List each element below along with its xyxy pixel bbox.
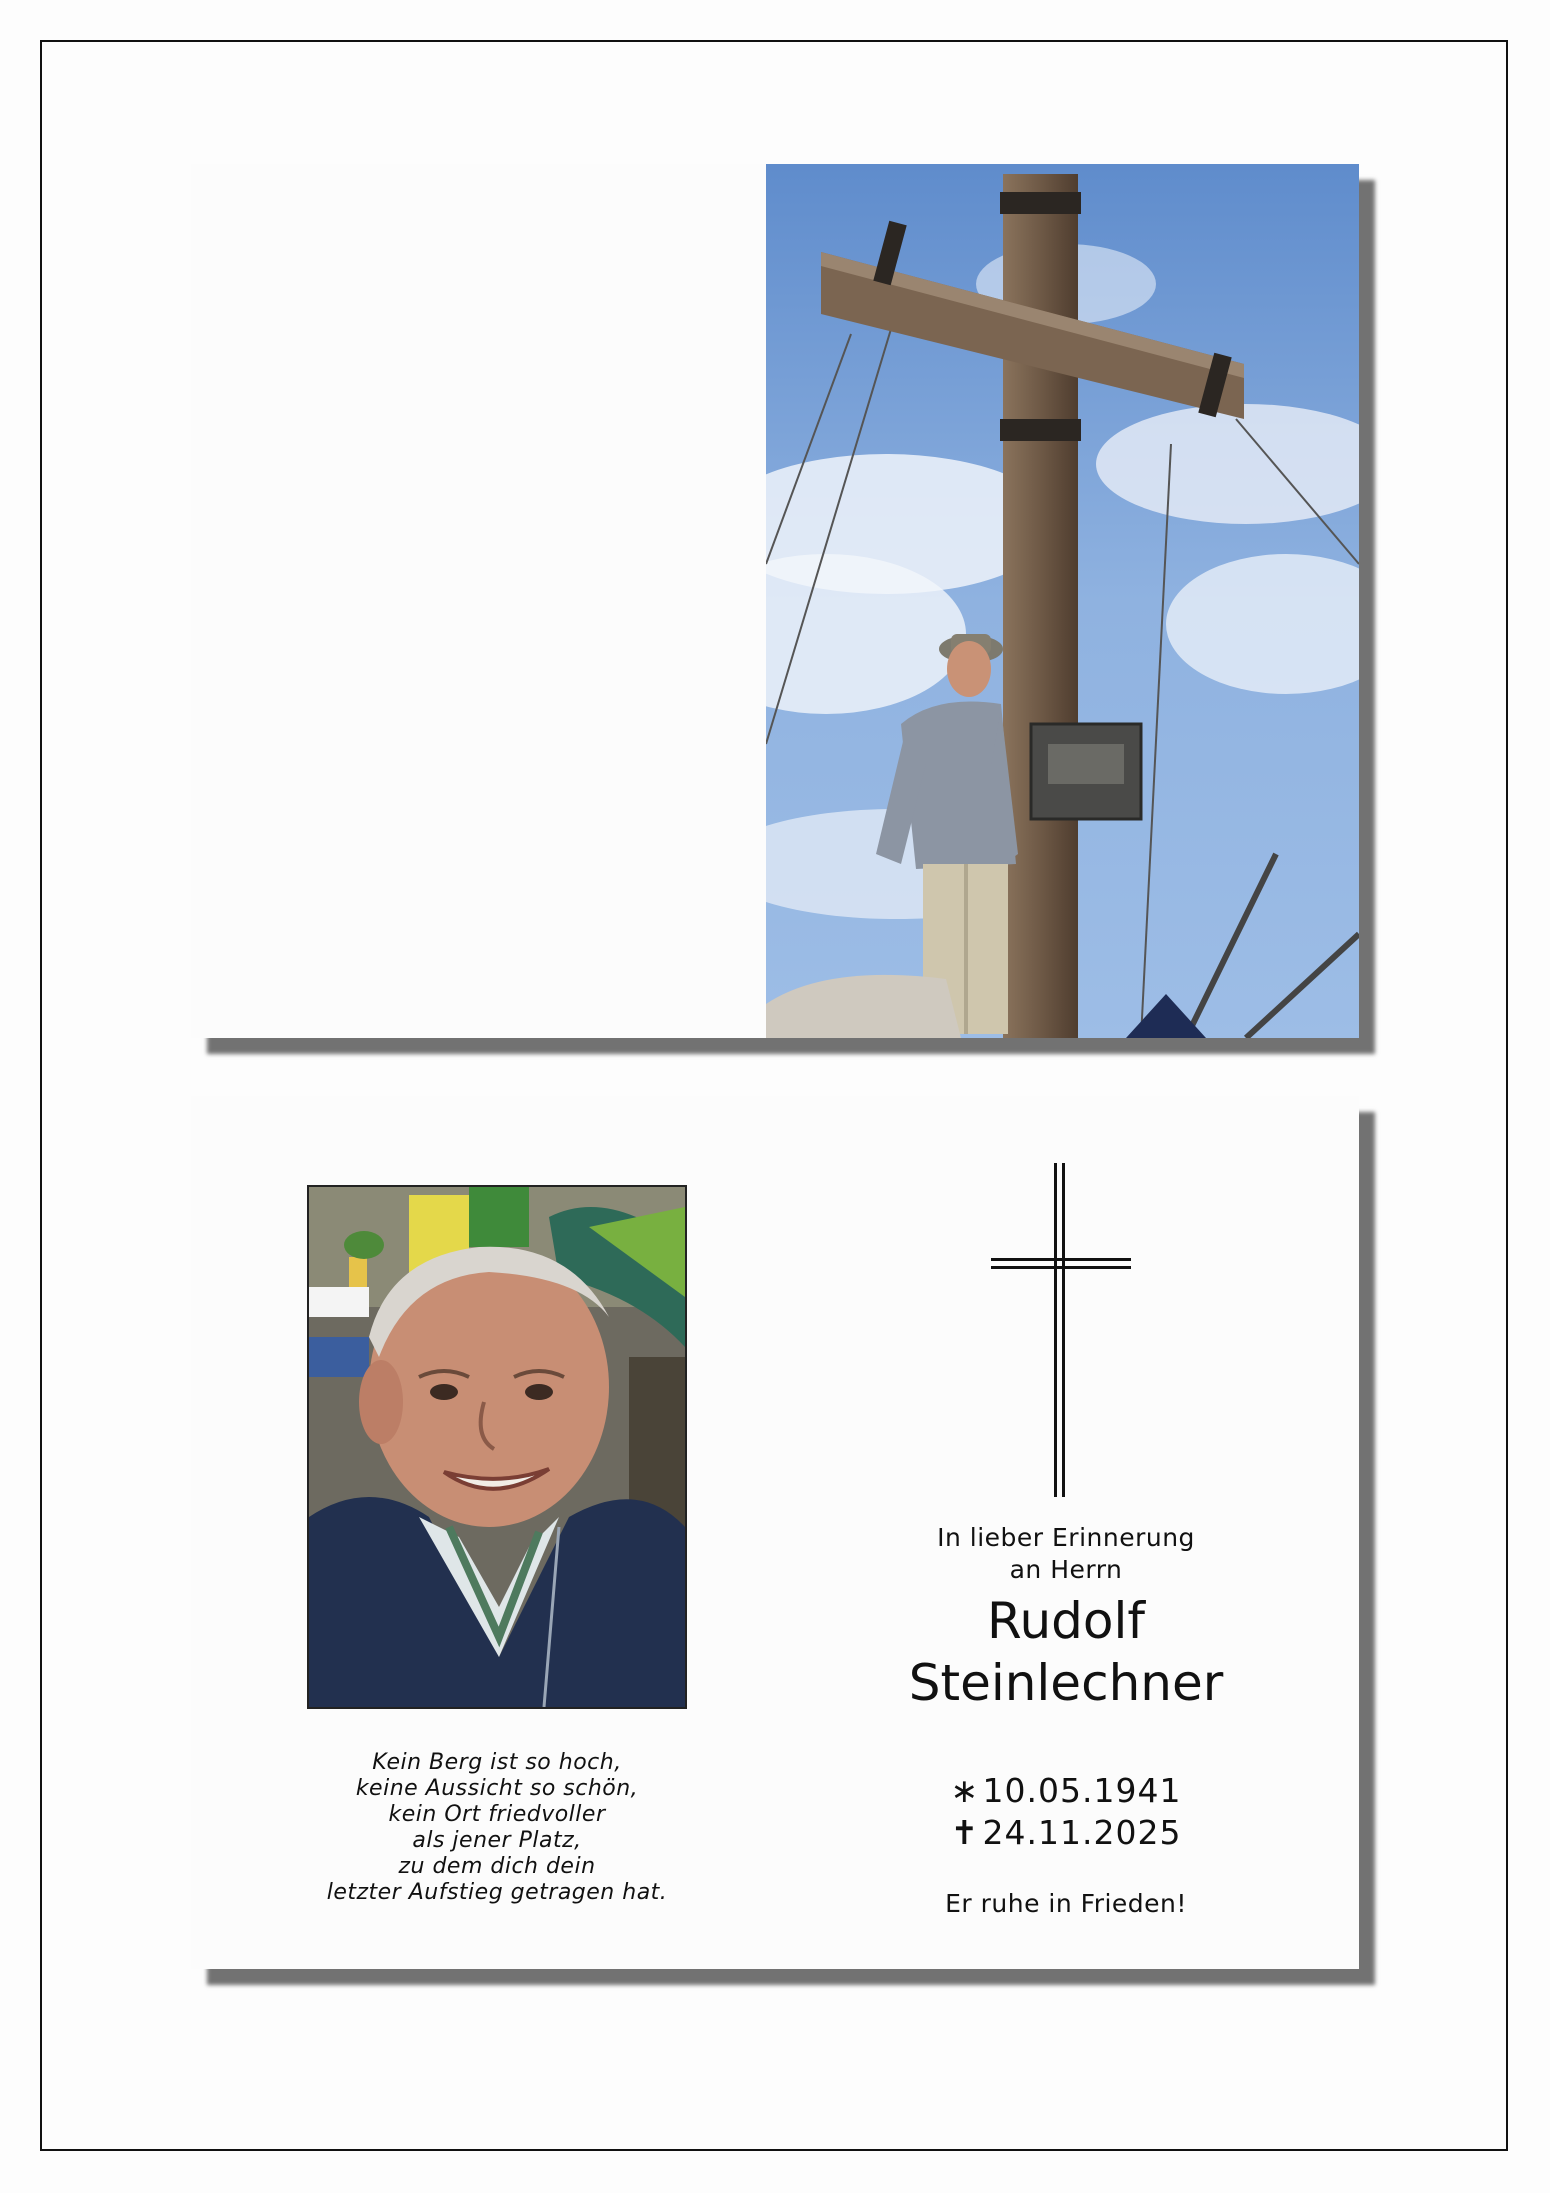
memorial-intro <box>871 1522 1261 1586</box>
closing-blessing: Er ruhe in Frieden! <box>945 1889 1187 1918</box>
cross-icon <box>991 1163 1131 1497</box>
card-front <box>191 164 1359 1038</box>
death-date-line <box>871 1812 1261 1854</box>
birth-date: 10.05.1941 <box>982 1771 1182 1810</box>
birth-date-line <box>871 1770 1261 1812</box>
life-dates <box>871 1770 1261 1854</box>
birth-star-icon: ∗ <box>950 1771 980 1810</box>
death-cross-icon: ✝ <box>950 1813 980 1852</box>
portrait-photo <box>307 1185 687 1709</box>
poem-line: zu dem dich dein <box>398 1854 596 1879</box>
death-date: 24.11.2025 <box>982 1813 1182 1852</box>
poem-line: kein Ort friedvoller <box>388 1802 606 1827</box>
poem-line: als jener Platz, <box>412 1828 582 1853</box>
poem-line: Kein Berg ist so hoch, <box>372 1750 622 1775</box>
card-inside <box>191 1096 1359 1969</box>
deceased-last-name: Steinlechner <box>908 1654 1224 1712</box>
deceased-first-name: Rudolf <box>986 1592 1145 1650</box>
intro-line: an Herrn <box>1009 1555 1123 1584</box>
poem-line: letzter Aufstieg getragen hat. <box>326 1880 668 1905</box>
poem-text <box>247 1750 747 1906</box>
poem-line: keine Aussicht so schön, <box>355 1776 639 1801</box>
summit-cross-photo <box>766 164 1359 1038</box>
intro-line: In lieber Erinnerung <box>937 1523 1195 1552</box>
